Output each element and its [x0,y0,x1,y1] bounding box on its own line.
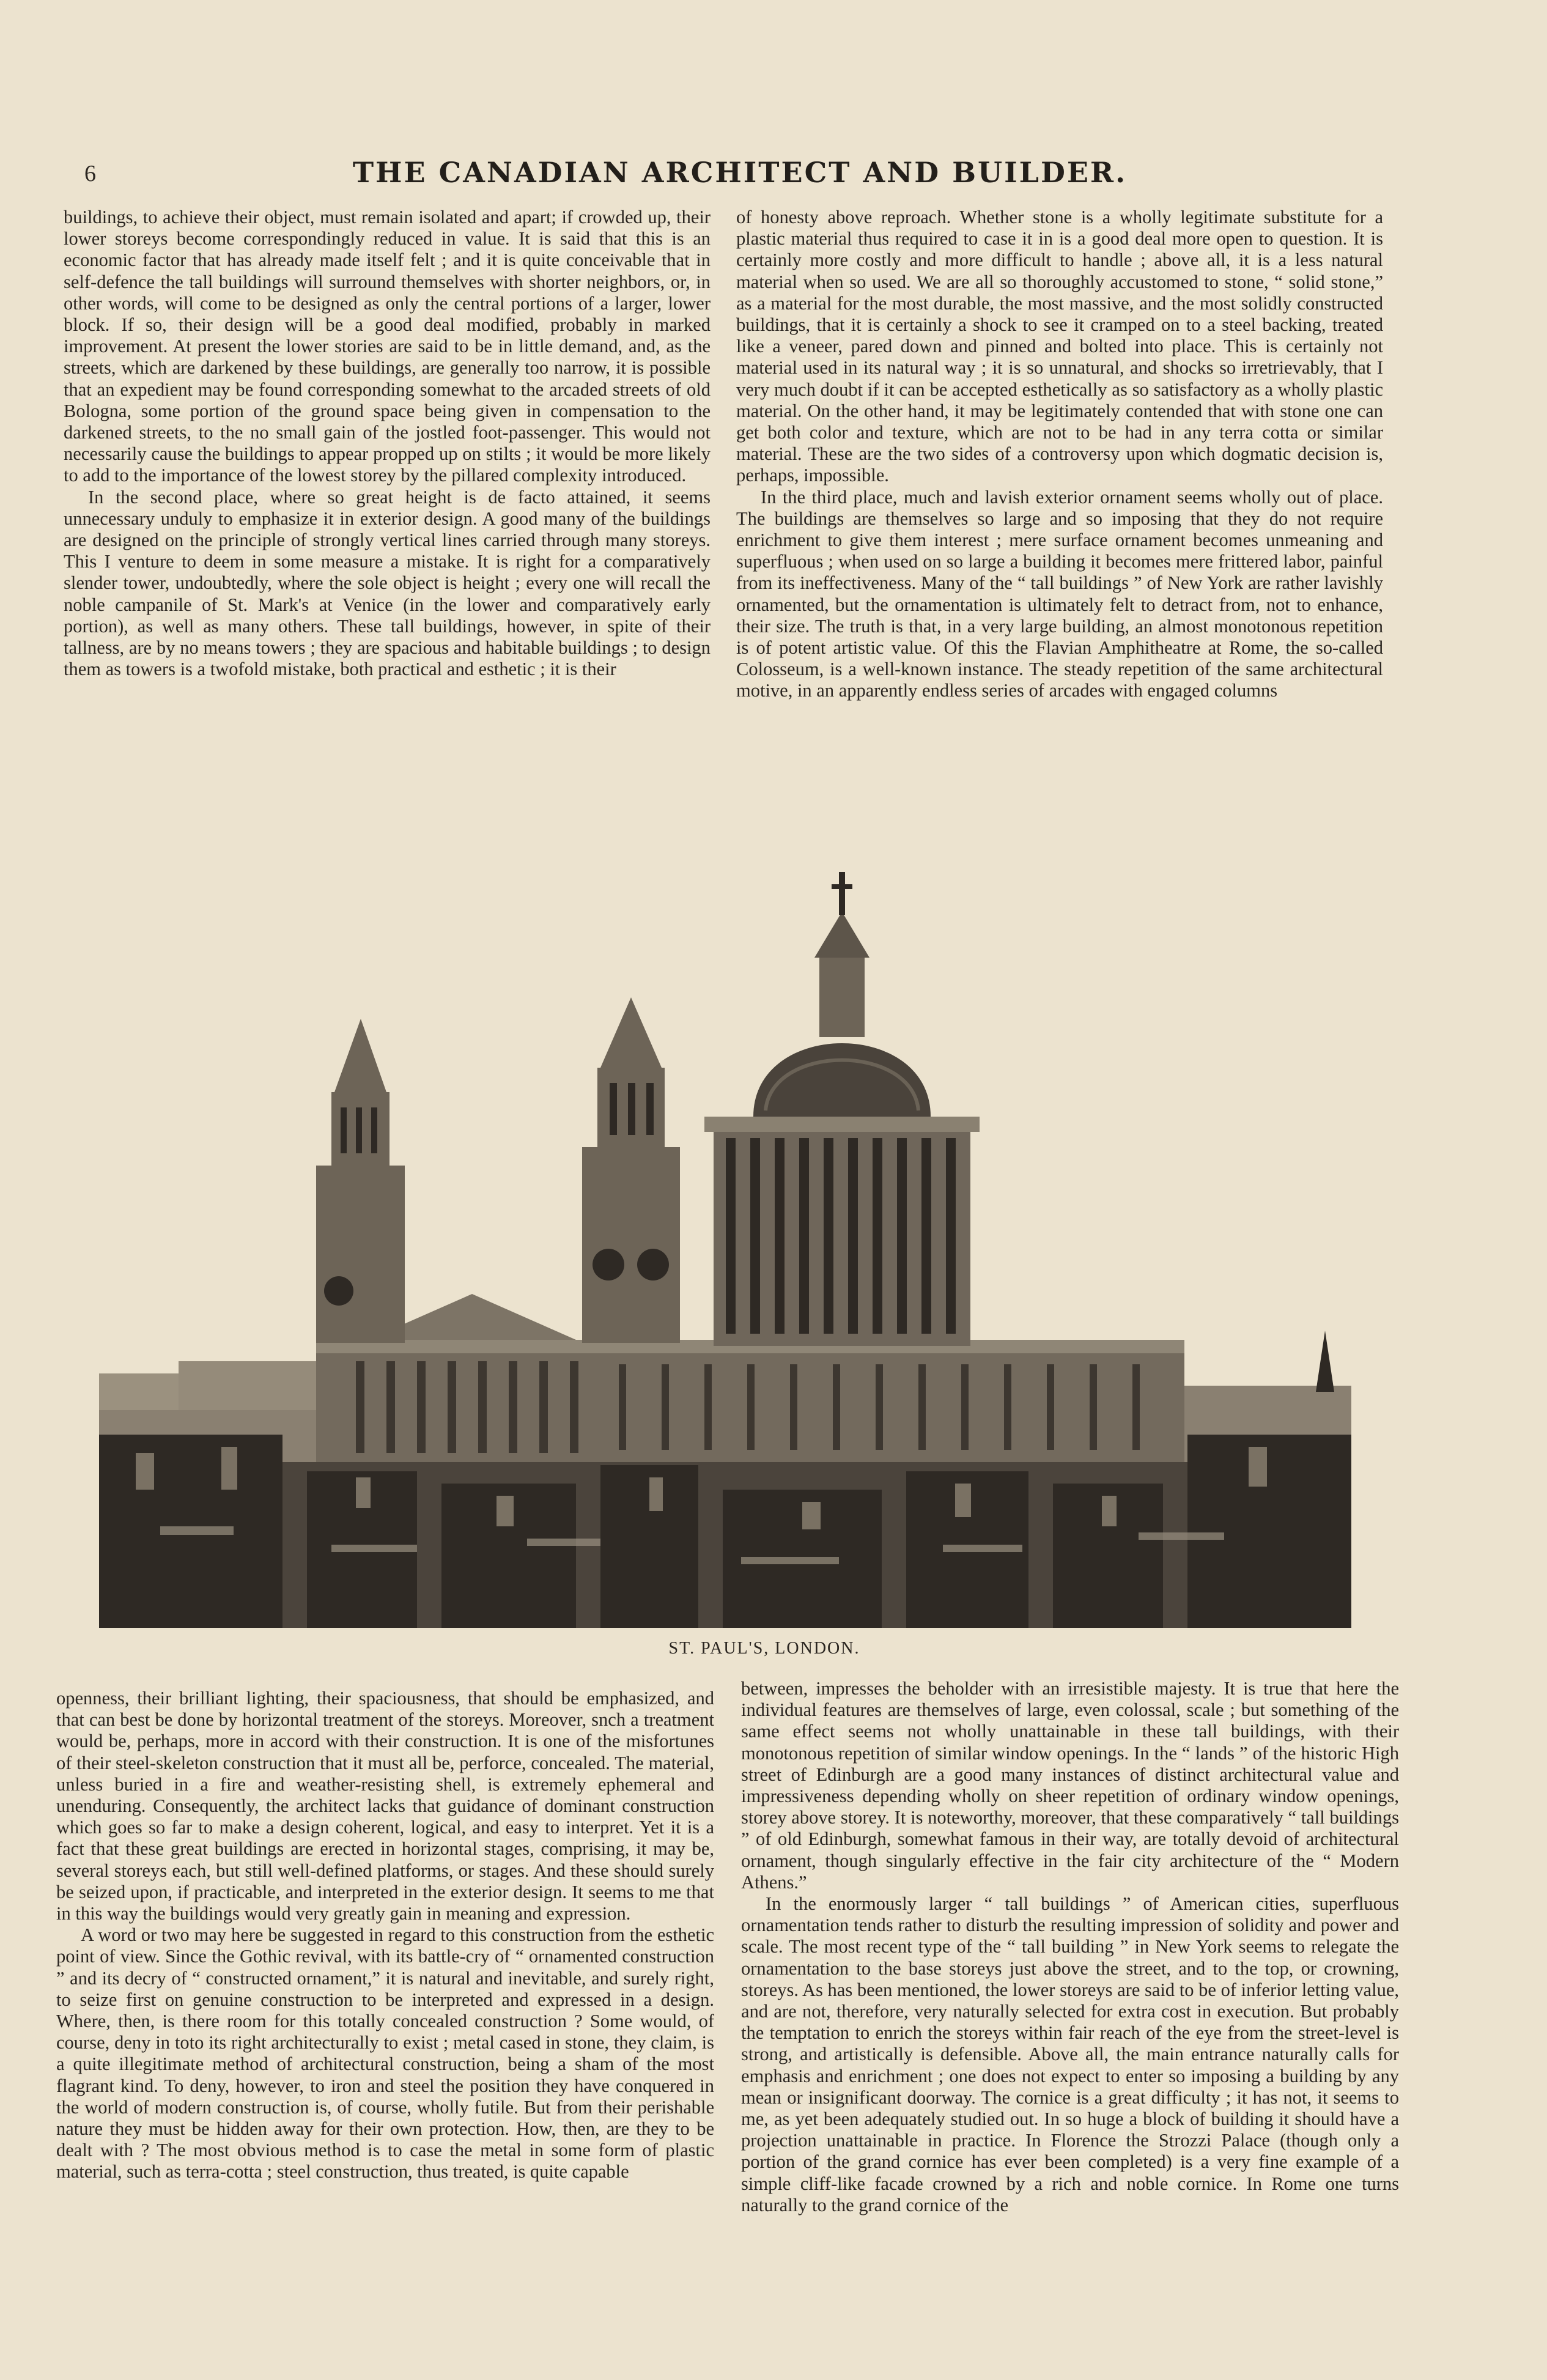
masthead: THE CANADIAN ARCHITECT AND BUILDER. [352,156,1128,189]
text-column-bottom-left [56,1688,714,2183]
paragraph: between, impresses the beholder with an irresistible majesty. It is true that here the individual features are themselves of large, even colossal, scale ; but something of the same effect seems not wholly unattainable in these tall buildings, with their monotonous repetition of similar window openings. In the “ lands ” of the historic High street of Edinburgh are a good many instances of distinct architectural value and impressiveness depending wholly on sheer repetition of ordinary window openings, storey above storey. It is noteworthy, moreover, that these comparatively “ tall buildings ” of old Edinburgh, somewhat famous in their way, are totally devoid of architectural ornament, though singularly effective in the fair city architecture of the “ Modern Athens.” [741,1678,1399,1893]
paragraph: buildings, to achieve their object, must remain isolated and apart; if crowded up, their lower storeys become correspondingly reduced in value. It is said that this is an economic factor that has already made itself felt ; and it is quite conceivable that in self-defence the tall buildings will surround themselves with shorter neighbors, or, in other words, will come to be designed as only the central portions of a larger, lower block. If so, their design will be a good deal modified, probably in marked improvement. At present the lower stories are said to be in little demand, and, as the streets, which are darkened by these buildings, are generally too narrow, it is possible that an expedient may be found corresponding somewhat to the arcaded streets of old Bologna, some portion of the ground space being given in compensation to the darkened streets, to the no small gain of the jostled foot-passenger. This would not necessarily cause the buildings to appear propped up on stilts ; it would be more likely to add to the importance of the lowest storey by the pillared complexity introduced. [64,207,711,486]
paragraph: openness, their brilliant lighting, their spaciousness, that should be emphasized, and that can best be done by horizontal treatment of the storeys. Moreover, snch a treatment would be, perhaps, more in accord with their construction. It is one of the misfortunes of their steel-skeleton construction that it must all be, perforce, concealed. The material, unless buried in a fire and weather-resisting shell, is extremely ephemeral and unenduring. Consequently, the architect lacks that guidance of dominant construction which goes so far to make a design coherent, logical, and easy to interpret. Yet it is a fact that these great buildings are erected in horizontal stages, comprising, it may be, several storeys each, but still well-defined platforms, or stages. And these should surely be seized upon, if practicable, and interpreted in the exterior design. It seems to me that in this way the buildings would very greatly gain in meaning and expression. [56,1688,714,1924]
figure-caption: ST. PAUL'S, LONDON. [668,1639,860,1658]
paragraph: A word or two may here be suggested in regard to this construction from the esthetic point of view. Since the Gothic revival, with its battle-cry of “ ornamented construction ” and its decry of “ constructed ornament,” it is natural and inevitable, and surely right, to seize first on genuine construction to be interpreted and expressed in a design. Where, then, is there room for this totally concealed construction ? Some would, of course, deny in toto its right architecturally to exist ; metal cased in stone, they claim, is a quite illegitimate method of architectural construction, being a sham of the most flagrant kind. To deny, however, to iron and steel the position they have conquered in the world of modern construction is, of course, wholly futile. But from their perishable nature they must be hidden away for their own protection. How, then, are they to be dealt with ? The most obvious method is to case the metal in some form of plastic material, such as terra-cotta ; steel construction, thus treated, is quite capable [56,1924,714,2182]
paragraph: In the enormously larger “ tall buildings ” of American cities, superfluous ornamentation tends rather to disturb the resulting impression of solidity and power and scale. The most recent type of the “ tall building ” in New York seems to relegate the ornamentation to the base storeys just above the street, and to the top, or crowning, storeys. As has been mentioned, the lower storeys are said to be of inferior letting value, and are not, therefore, very naturally selected for extra cost in execution. But probably the temptation to enrich the storeys within fair reach of the eye from the street-level is strong, and artistically is defensible. Above all, the main entrance naturally calls for emphasis and enrichment ; one does not expect to enter so imposing a building by any mean or insignificant doorway. The cornice is a great difficulty ; it has not, it seems to me, as yet been adequately studied out. In so huge a block of building it should have a projection unattainable in practice. In Florence the Strozzi Palace (though only a portion of the grand cornice has ever been completed) is a very fine example of a simple cliff-like facade crowned by a rich and noble cornice. In Rome one turns naturally to the grand cornice of the [741,1893,1399,2216]
st-pauls-photograph [99,866,1351,1628]
paragraph: of honesty above reproach. Whether stone is a wholly legitimate substitute for a plastic material thus required to case it in is a good deal more open to question. It is certainly more costly and more difficult to handle ; above all, it is a less natural material when so used. We are all so thoroughly accustomed to stone, “ solid stone,” as a material for the most durable, the most massive, and the most solidly constructed buildings, that it is certainly a shock to see it cramped on to a steel backing, treated like a veneer, pared down and pinned and bolted into place. This is certainly not material used in its natural way ; it is so unnatural, and shocks so irretrievably, that I very much doubt if it can be accepted esthetically as so satisfactory as a wholly plastic material. On the other hand, it may be legitimately contended that with stone one can get both color and texture, which are not to be had in any terra cotta or similar material. These are the two sides of a controversy upon which dogmatic decision is, perhaps, impossible. [736,207,1383,486]
paragraph: In the third place, much and lavish exterior ornament seems wholly out of place. The buildings are themselves so large and so imposing that they do not require enrichment to give them interest ; mere surface ornament becomes unmeaning and superfluous ; when used on so large a building it becomes mere frittered labor, painful from its ineffectiveness. Many of the “ tall buildings ” of New York are rather lavishly ornamented, but the ornamentation is ultimately felt to detract from, not to enhance, their size. The truth is that, in a very large building, an almost monotonous repetition is of potent artistic value. Of this the Flavian Amphitheatre at Rome, the so-called Colosseum, is a well-known instance. The steady repetition of the same architectural motive, in an apparently endless series of arcades with engaged columns [736,486,1383,701]
text-column-top-left [64,207,711,680]
cathedral-illustration [99,866,1351,1628]
text-column-top-right [736,207,1383,702]
paragraph: In the second place, where so great height is de facto attained, it seems unnecessary unduly to emphasize it in exterior design. A good many of the buildings are designed on the principle of strongly vertical lines carried through many storeys. This I venture to deem in some measure a mistake. It is right for a comparatively slender tower, undoubtedly, where the sole object is height ; every one will recall the noble campanile of St. Mark's at Venice (in the lower and comparatively early portion), as well as many others. These tall buildings, however, in spite of their tallness, are by no means towers ; they are spacious and habitable buildings ; to design them as towers is a twofold mistake, both practical and esthetic ; it is their [64,486,711,680]
text-column-bottom-right [741,1678,1399,2216]
page-number: 6 [84,161,96,187]
